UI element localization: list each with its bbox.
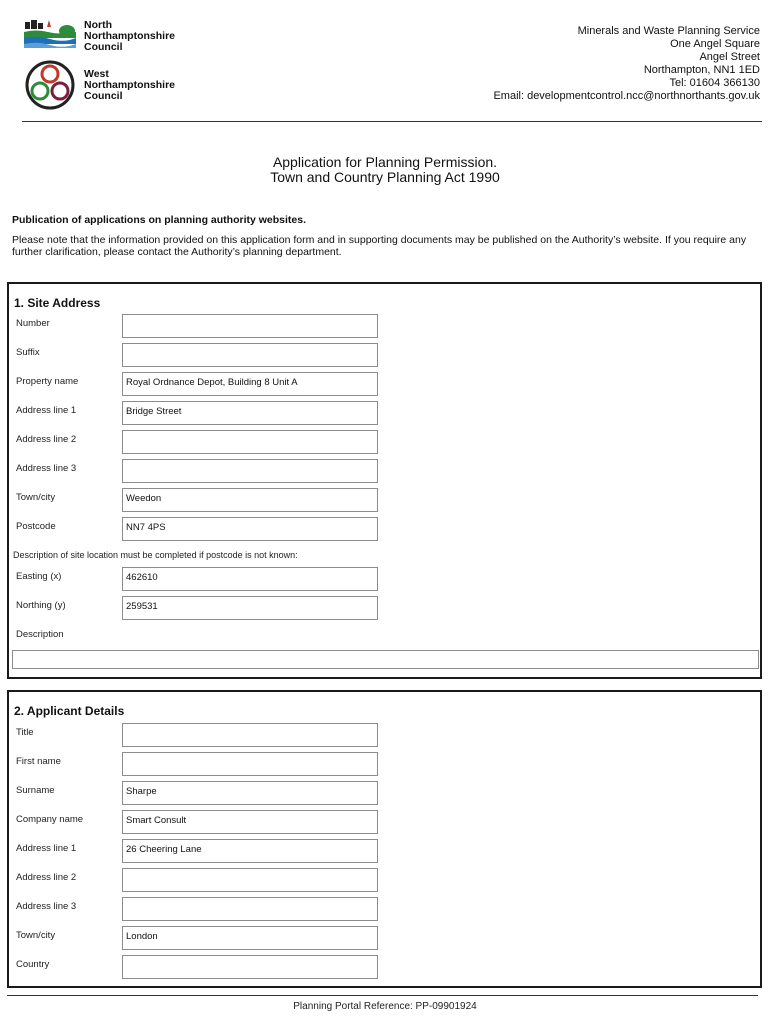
address-city-postcode: Northampton, NN1 1ED: [643, 64, 760, 76]
site-address-section: [7, 282, 762, 679]
email: Email: developmentcontrol.ncc@northnorthants.gov.uk: [493, 90, 760, 102]
applicant-address-line-3-field[interactable]: [122, 897, 378, 921]
number-field[interactable]: [122, 314, 378, 338]
applicant-town-city-field[interactable]: London: [122, 926, 378, 950]
field-label: Northing (y): [16, 600, 66, 611]
north-northamptonshire-emblem-icon: [22, 18, 78, 54]
address-line-2-field[interactable]: [122, 430, 378, 454]
section-title: 2. Applicant Details: [14, 704, 125, 718]
west-northamptonshire-knot-icon: [24, 59, 76, 111]
section-title: 1. Site Address: [14, 296, 101, 310]
field-label: Address line 2: [16, 434, 77, 445]
address-line: One Angel Square: [670, 38, 760, 50]
field-label: Address line 3: [16, 463, 77, 474]
field-label: Country: [16, 959, 50, 970]
field-label: Address line 1: [16, 405, 77, 416]
service-name: Minerals and Waste Planning Service: [577, 25, 760, 37]
publication-heading: Publication of applications on planning authority websites.: [12, 214, 307, 226]
field-label: Town/city: [16, 492, 56, 503]
property-name-field[interactable]: Royal Ordnance Depot, Building 8 Unit A: [122, 372, 378, 396]
field-label: Easting (x): [16, 571, 62, 582]
field-label: Description: [16, 629, 64, 640]
address-line: Angel Street: [699, 51, 760, 63]
west-logo-line-1: West: [84, 67, 109, 80]
applicant-address-line-1-field[interactable]: 26 Cheering Lane: [122, 839, 378, 863]
postcode-field[interactable]: NN7 4PS: [122, 517, 378, 541]
description-field[interactable]: [12, 650, 759, 669]
north-logo-line-2: Northamptonshire: [84, 29, 176, 42]
west-logo-line-3: Council: [84, 89, 123, 102]
west-northamptonshire-logo: [22, 58, 222, 112]
suffix-field[interactable]: [122, 343, 378, 367]
applicant-address-line-2-field[interactable]: [122, 868, 378, 892]
field-label: Number: [16, 318, 50, 329]
field-label: Surname: [16, 785, 55, 796]
field-label: Address line 3: [16, 901, 77, 912]
address-line-1-field[interactable]: Bridge Street: [122, 401, 378, 425]
field-label: Postcode: [16, 521, 56, 532]
field-label: Address line 2: [16, 872, 77, 883]
location-note: Description of site location must be completed if postcode is not known:: [13, 550, 298, 560]
field-label: First name: [16, 756, 61, 767]
north-northamptonshire-logo: [22, 16, 222, 56]
north-logo-line-1: North: [84, 18, 112, 31]
north-logo-line-3: Council: [84, 40, 123, 53]
northing-field[interactable]: 259531: [122, 596, 378, 620]
document-title-line-2: Town and Country Planning Act 1990: [270, 169, 500, 185]
surname-field[interactable]: Sharpe: [122, 781, 378, 805]
country-field[interactable]: [122, 955, 378, 979]
field-label: Property name: [16, 376, 79, 387]
footer-divider: [7, 995, 758, 996]
applicant-details-section: [7, 690, 762, 988]
publication-notice: Please note that the information provided on this application form and in supporting documents may be published on the Authority’s website. If you require any further clarification, please contact the Authority’s planning department.: [12, 234, 747, 258]
field-label: Company name: [16, 814, 84, 825]
service-address-block: [493, 25, 760, 103]
field-label: Town/city: [16, 930, 56, 941]
header-divider: [22, 121, 762, 122]
address-line-3-field[interactable]: [122, 459, 378, 483]
town-city-field[interactable]: Weedon: [122, 488, 378, 512]
document-title-line-1: Application for Planning Permission.: [272, 154, 498, 170]
field-label: Suffix: [16, 347, 40, 358]
planning-portal-reference: Planning Portal Reference: PP-09901924: [293, 1001, 477, 1012]
telephone: Tel: 01604 366130: [669, 77, 760, 89]
council-logos: [22, 16, 222, 116]
field-label: Title: [16, 727, 34, 738]
west-logo-line-2: Northamptonshire: [84, 78, 176, 91]
title-field[interactable]: [122, 723, 378, 747]
document-title: [0, 155, 770, 185]
easting-field[interactable]: 462610: [122, 567, 378, 591]
company-name-field[interactable]: Smart Consult: [122, 810, 378, 834]
field-label: Address line 1: [16, 843, 77, 854]
first-name-field[interactable]: [122, 752, 378, 776]
